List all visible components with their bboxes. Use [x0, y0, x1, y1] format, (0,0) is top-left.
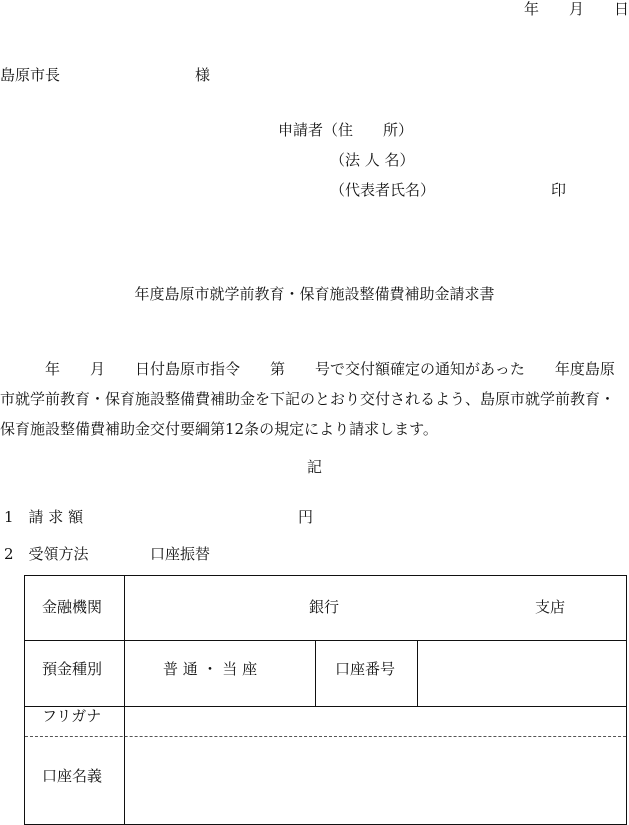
furigana-label: フリガナ — [42, 707, 102, 725]
deposit-type-label: 預金種別 — [42, 660, 103, 678]
table-divider — [25, 706, 626, 707]
account-number-label: 口座番号 — [335, 660, 396, 678]
body-line-3: 保育施設整備費補助金交付要綱第12条の規定により請求します。 — [0, 420, 438, 438]
body-text — [0, 354, 629, 444]
addressee: 島原市長 様 — [0, 66, 211, 84]
applicant-corp-label: （法 人 名） — [330, 151, 415, 169]
account-name-label: 口座名義 — [42, 767, 103, 785]
yen-unit: 円 — [298, 508, 314, 526]
receipt-method-value: 口座振替 — [150, 545, 211, 563]
table-divider — [315, 640, 316, 706]
body-line-2: 市就学前教育・保育施設整備費補助金を下記のとおり交付されるよう、島原市就学前教育・ — [0, 390, 616, 408]
deposit-type-options[interactable]: 普 通 ・ 当 座 — [163, 660, 258, 678]
bank-account-table — [24, 575, 627, 825]
table-divider — [417, 640, 418, 706]
body-line-1: 年 月 日付島原市指令 第 号で交付額確定の通知があった 年度島原 — [0, 360, 615, 378]
seal-mark: 印 — [551, 181, 567, 199]
document-title: 年度島原市就学前教育・保育施設整備費補助金請求書 — [134, 285, 495, 303]
date-line: 年 月 日 — [523, 0, 629, 18]
table-divider — [25, 640, 626, 641]
request-amount-label: 1 請 求 額 — [4, 508, 84, 526]
table-dashed-divider — [25, 736, 626, 737]
branch-suffix: 支店 — [535, 598, 566, 616]
institution-label: 金融機関 — [42, 598, 103, 616]
bank-suffix: 銀行 — [309, 598, 340, 616]
receipt-method-label: 2 受領方法 — [4, 545, 89, 563]
ki-mark: 記 — [306, 458, 322, 476]
table-divider — [124, 576, 125, 824]
applicant-address-label: 申請者（住 所） — [278, 121, 414, 139]
applicant-rep-label: （代表者氏名） — [330, 181, 436, 199]
